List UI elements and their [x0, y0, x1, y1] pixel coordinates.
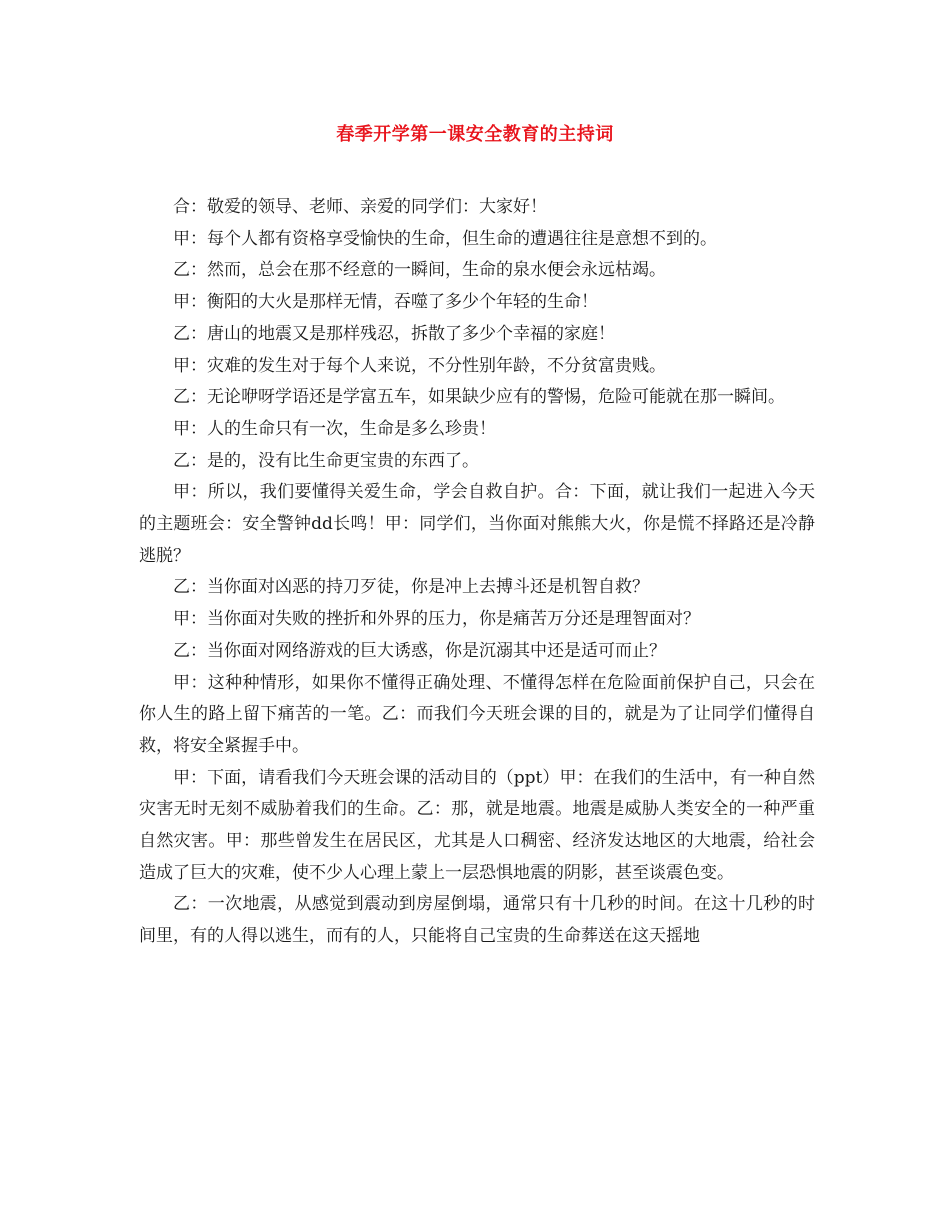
paragraph: 乙：是的，没有比生命更宝贵的东西了。: [173, 450, 479, 471]
paragraph: 乙：然而，总会在那不经意的一瞬间，生命的泉水便会永远枯竭。: [173, 260, 666, 281]
paragraph: 甲：这种种情形，如果你不懂得正确处理、不懂得怎样在危险面前保护自己，只会在你人生的路上留下痛苦的一笔。乙：而我们今天班会课的目的，就是为了让同学们懂得自救，将安全紧握手中。: [139, 672, 815, 756]
document-title: 春季开学第一课安全教育的主持词: [336, 124, 614, 145]
paragraph: 甲：灾难的发生对于每个人来说，不分性别年龄，不分贫富贵贱。: [173, 355, 666, 376]
paragraph: 乙：当你面对凶恶的持刀歹徒，你是冲上去搏斗还是机智自救？: [173, 577, 649, 598]
paragraph: 甲：人的生命只有一次，生命是多么珍贵！: [173, 418, 496, 439]
paragraph: 乙：无论咿呀学语还是学富五车，如果缺少应有的警惕，危险可能就在那一瞬间。: [173, 387, 785, 408]
paragraph: 甲：每个人都有资格享受愉快的生命，但生命的遭遇往往是意想不到的。: [173, 228, 717, 249]
paragraph: 甲：所以，我们要懂得关爱生命，学会自救自护。合：下面，就让我们一起进入今天的主题班会：安全警钟dd长鸣！甲：同学们，当你面对熊熊大火，你是慌不择路还是冷静逃脱？: [139, 482, 815, 566]
paragraph: 乙：当你面对网络游戏的巨大诱惑，你是沉溺其中还是适可而止？: [173, 640, 666, 661]
paragraph: 乙：唐山的地震又是那样残忍，拆散了多少个幸福的家庭！: [173, 323, 615, 344]
paragraph: 甲：当你面对失败的挫折和外界的压力，你是痛苦万分还是理智面对？: [173, 609, 700, 630]
paragraph: 甲：下面，请看我们今天班会课的活动目的（ppt）甲：在我们的生活中，有一种自然灾害无时无刻不威胁着我们的生命。乙：那，就是地震。地震是威胁人类安全的一种严重自然灾害。甲：那些曾发生在居民区，尤其是人口稠密、经济发达地区的大地震，给社会造成了巨大的灾难，使不少人心理上蒙上一层恐惧地震的阴影，甚至谈震色变。: [139, 767, 815, 883]
paragraph: 甲：衡阳的大火是那样无情，吞噬了多少个年轻的生命！: [173, 292, 598, 313]
paragraph: 合：敬爱的领导、老师、亲爱的同学们：大家好！: [173, 197, 547, 217]
paragraph: 乙：一次地震，从感觉到震动到房屋倒塌，通常只有十几秒的时间。在这十几秒的时间里，有的人得以逃生，而有的人，只能将自己宝贵的生命葬送在这天摇地: [139, 894, 815, 947]
document-body: [139, 192, 815, 953]
